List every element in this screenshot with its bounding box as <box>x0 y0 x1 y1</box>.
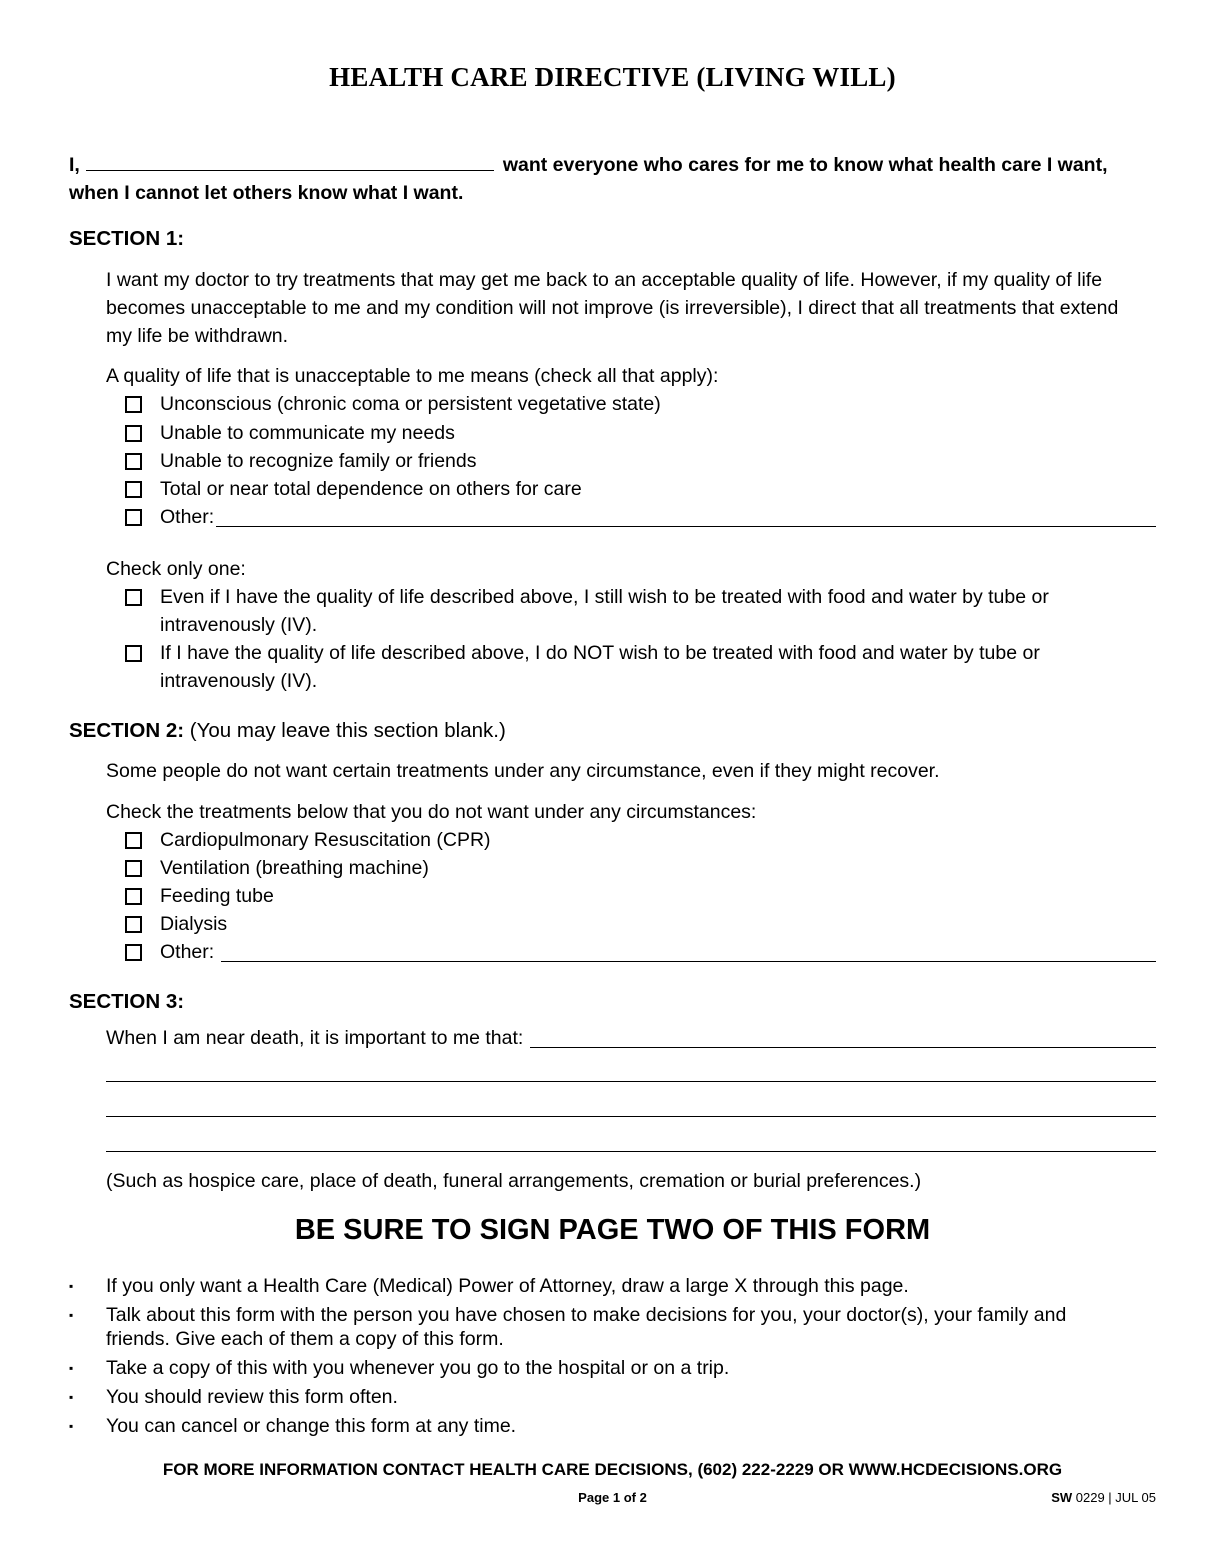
quality-option-label: Unconscious (chronic coma or persistent vegetative state) <box>160 393 661 415</box>
quality-option <box>125 475 1160 503</box>
choice-line: If I have the quality of life described above, I do NOT wish to be treated with food and water by tube or <box>160 642 1040 664</box>
other-quality-field[interactable] <box>216 503 1156 527</box>
bullet-icon: ▪ <box>69 1361 74 1375</box>
checkbox[interactable] <box>125 860 142 877</box>
section3-heading <box>69 990 184 1014</box>
bullet-text <box>106 1414 516 1438</box>
intro-line2: when I cannot let others know what I want. <box>69 182 464 204</box>
bullet-icon: ▪ <box>69 1308 74 1322</box>
quality-option <box>125 390 1160 418</box>
checkbox[interactable] <box>125 453 142 470</box>
quality-option-label: Unable to communicate my needs <box>160 422 455 444</box>
section2-intro: Some people do not want certain treatments under any circumstance, even if they might recover. <box>106 760 940 782</box>
instruction-bullet <box>69 1274 1149 1298</box>
near-death-line[interactable] <box>106 1116 1156 1117</box>
intro-statement <box>69 151 1108 207</box>
treatment-option-label: Ventilation (breathing machine) <box>160 857 429 879</box>
near-death-line[interactable] <box>106 1081 1156 1082</box>
bullet-icon: ▪ <box>69 1279 74 1293</box>
other-label: Other: <box>160 941 215 963</box>
nutrition-choice-label <box>160 639 1160 695</box>
treatment-option-label: Dialysis <box>160 913 228 935</box>
choice-line: Even if I have the quality of life described above, I still wish to be treated with food and water by tube or <box>160 586 1049 608</box>
section1-paragraph-line: my life be withdrawn. <box>106 325 289 347</box>
section1-paragraph-line: I want my doctor to try treatments that may get me back to an acceptable quality of life. However, if my quality of life <box>106 269 1103 291</box>
quality-option-label: Unable to recognize family or friends <box>160 450 477 472</box>
nutrition-choice-yes <box>125 583 1160 639</box>
instruction-bullet <box>69 1303 1149 1351</box>
bullet-line: friends. Give each of them a copy of this form. <box>106 1328 504 1350</box>
checkbox[interactable] <box>125 481 142 498</box>
bullet-text <box>106 1356 729 1380</box>
quality-option-other <box>125 503 1156 531</box>
page-number: Page 1 of 2 <box>578 1490 647 1505</box>
treatment-option-label: Feeding tube <box>160 885 274 907</box>
near-death-prompt-row <box>106 1024 1156 1052</box>
nutrition-choice-no <box>125 639 1160 695</box>
name-field[interactable] <box>86 152 494 171</box>
section1-heading <box>69 227 184 251</box>
form-code-rest: 0229 | JUL 05 <box>1075 1490 1156 1505</box>
nutrition-choice-label <box>160 583 1160 639</box>
instruction-bullet <box>69 1414 1149 1438</box>
checkbox[interactable] <box>125 645 142 662</box>
section3-examples: (Such as hospice care, place of death, funeral arrangements, cremation or burial preferences.) <box>106 1170 922 1192</box>
contact-info: FOR MORE INFORMATION CONTACT HEALTH CARE DECISIONS, (602) 222-2229 OR WWW.HCDECISIONS.ORG <box>162 1460 1063 1479</box>
choice-line: intravenously (IV). <box>160 614 318 636</box>
section1-heading-text: SECTION 1: <box>69 227 185 250</box>
bullet-line: You can cancel or change this form at any time. <box>106 1415 517 1437</box>
section2-heading-note: (You may leave this section blank.) <box>189 719 506 742</box>
section1-paragraph <box>106 266 1161 350</box>
intro-prefix: I, <box>69 154 80 176</box>
form-code-prefix: SW <box>1051 1490 1073 1505</box>
treatment-option <box>125 882 1160 910</box>
treatment-option <box>125 910 1160 938</box>
near-death-prompt: When I am near death, it is important to me that: <box>106 1027 524 1049</box>
instruction-bullet <box>69 1385 1149 1409</box>
other-treatment-field[interactable] <box>221 938 1156 962</box>
checkbox[interactable] <box>125 832 142 849</box>
treatment-option-label: Cardiopulmonary Resuscitation (CPR) <box>160 829 491 851</box>
bullet-line: If you only want a Health Care (Medical) Power of Attorney, draw a large X through this page. <box>106 1275 909 1297</box>
bullet-text <box>106 1385 398 1409</box>
section3-heading-text: SECTION 3: <box>69 990 185 1013</box>
bullet-text <box>106 1274 909 1298</box>
form-code <box>1051 1490 1156 1505</box>
bullet-icon: ▪ <box>69 1390 74 1404</box>
checkbox[interactable] <box>125 509 142 526</box>
document-title: HEALTH CARE DIRECTIVE (LIVING WILL) <box>329 62 896 92</box>
section2-heading <box>69 719 506 743</box>
section2-heading-text: SECTION 2: <box>69 719 185 742</box>
bullet-text <box>106 1303 1066 1351</box>
checkbox[interactable] <box>125 425 142 442</box>
checkbox[interactable] <box>125 916 142 933</box>
checkbox[interactable] <box>125 944 142 961</box>
treatment-option-other <box>125 938 1156 966</box>
sign-notice: BE SURE TO SIGN PAGE TWO OF THIS FORM <box>294 1214 931 1246</box>
treatment-option <box>125 826 1160 854</box>
other-label: Other: <box>160 506 215 528</box>
choice-line: intravenously (IV). <box>160 670 318 692</box>
quality-option-label: Total or near total dependence on others for care <box>160 478 582 500</box>
checkbox[interactable] <box>125 888 142 905</box>
bullet-icon: ▪ <box>69 1419 74 1433</box>
quality-option <box>125 419 1160 447</box>
bullet-line: Take a copy of this with you whenever you go to the hospital or on a trip. <box>106 1357 730 1379</box>
instruction-bullet <box>69 1356 1149 1380</box>
treatment-option <box>125 854 1160 882</box>
near-death-line[interactable] <box>106 1151 1156 1152</box>
checkbox[interactable] <box>125 589 142 606</box>
intro-line1: want everyone who cares for me to know what health care I want, <box>502 154 1108 176</box>
checkbox[interactable] <box>125 396 142 413</box>
near-death-field[interactable] <box>530 1024 1156 1048</box>
section1-paragraph-line: becomes unacceptable to me and my condition will not improve (is irreversible), I direct that all treatments that extend <box>106 297 1119 319</box>
bullet-line: You should review this form often. <box>106 1386 398 1408</box>
bullet-line: Talk about this form with the person you have chosen to make decisions for you, your doctor(s), your family and <box>106 1304 1067 1326</box>
quality-option <box>125 447 1160 475</box>
check-one-prompt: Check only one: <box>106 558 246 580</box>
quality-prompt: A quality of life that is unacceptable to me means (check all that apply): <box>106 365 719 387</box>
section2-prompt: Check the treatments below that you do not want under any circumstances: <box>106 801 757 823</box>
